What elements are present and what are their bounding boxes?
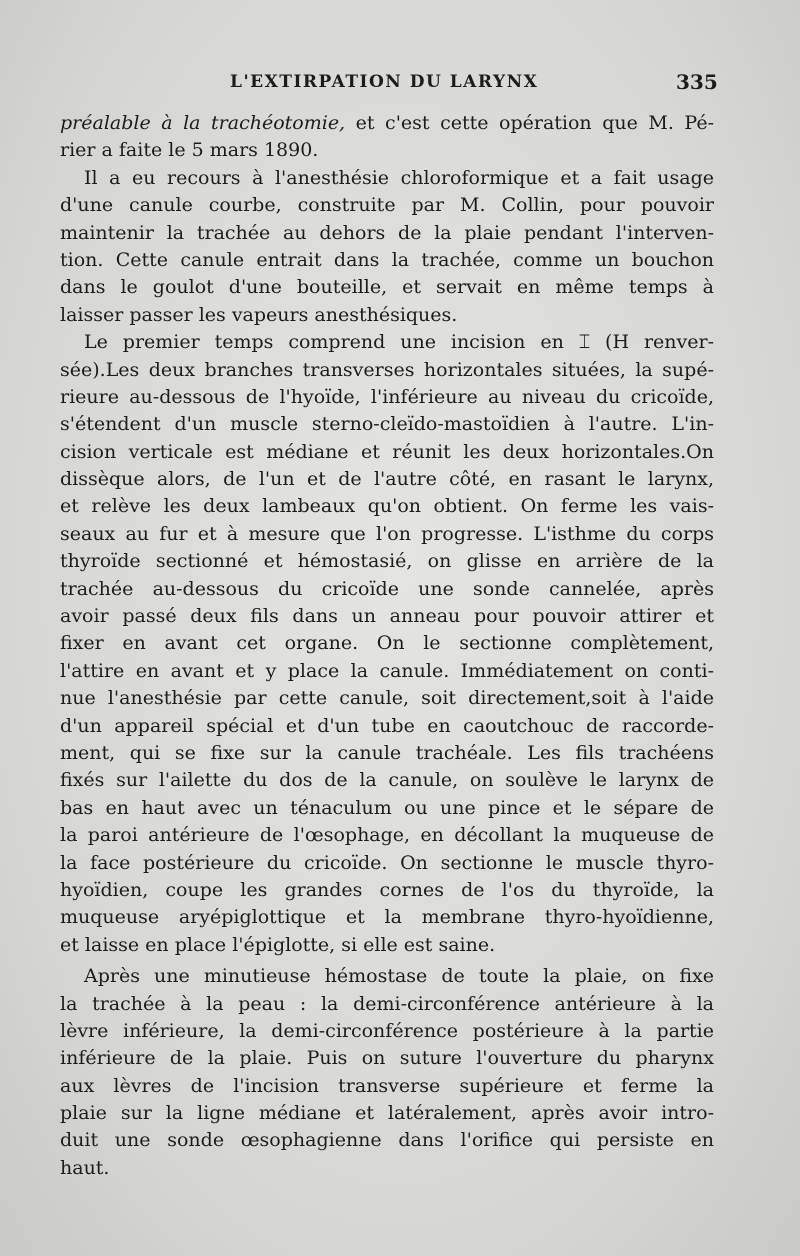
running-title: L'EXTIRPATION DU LARYNX [230, 72, 539, 92]
text-line: muqueuse aryépiglottique et la membrane thyro-hyoïdienne, [60, 906, 714, 929]
text-line: hyoïdien, coupe les grandes cornes de l'os du thyroïde, la [60, 878, 714, 901]
text-line: la face postérieure du cricoïde. On sectionne le muscle thyro- [60, 851, 714, 874]
text-line: la paroi antérieure de l'œsophage, en décollant la muqueuse de [60, 824, 714, 847]
text-line: et laisse en place l'épiglotte, si elle est saine. [60, 933, 496, 956]
text-line: tion. Cette canule entrait dans la trachée, comme un bouchon [60, 248, 714, 271]
text-line: fixés sur l'ailette du dos de la canule, on soulève le larynx de [60, 769, 714, 792]
text-line: fixer en avant cet organe. On le sectionne complètement, [60, 632, 714, 655]
text-line: bas en haut avec un ténaculum ou une pince et le sépare de [60, 796, 714, 819]
text-line: d'une canule courbe, construite par M. Collin, pour pouvoir [60, 194, 714, 217]
text-line: thyroïde sectionné et hémostasié, on glisse en arrière de la [60, 550, 714, 573]
italic-phrase: préalable à la trachéotomie, [60, 112, 356, 134]
text-line: l'attire en avant et y place la canule. Immédiatement on conti- [60, 659, 714, 682]
text-line: plaie sur la ligne médiane et latéralement, après avoir intro- [60, 1102, 714, 1125]
text-line: seaux au fur et à mesure que l'on progresse. L'isthme du corps [60, 522, 714, 545]
text-line: cision verticale est médiane et réunit les deux horizontales.On [60, 440, 714, 463]
text-line: Il a eu recours à l'anesthésie chloroformique et a fait usage [84, 166, 714, 189]
text-line: avoir passé deux fils dans un anneau pour pouvoir attirer et [60, 605, 714, 628]
text-line: et relève les deux lambeaux qu'on obtient. On ferme les vais- [60, 495, 714, 518]
text-line: s'étendent d'un muscle sterno-cleïdo-mastoïdien à l'autre. L'in- [60, 413, 714, 436]
text-line: d'un appareil spécial et d'un tube en caoutchouc de raccorde- [60, 714, 714, 737]
text-line: Après une minutieuse hémostase de toute la plaie, on fixe [84, 965, 714, 988]
text-line: rier a faite le 5 mars 1890. [60, 139, 319, 162]
text-line: trachée au-dessous du cricoïde une sonde cannelée, après [60, 577, 714, 600]
text-line: la trachée à la peau : la demi-circonférence antérieure à la [60, 992, 714, 1015]
text-line: dissèque alors, de l'un et de l'autre côté, en rasant le larynx, [60, 468, 714, 491]
text-line: haut. [60, 1156, 110, 1179]
text-line: dans le goulot d'une bouteille, et servait en même temps à [60, 276, 714, 299]
text-line: maintenir la trachée au dehors de la plaie pendant l'interven- [60, 221, 714, 244]
page-number: 335 [676, 70, 718, 94]
text-line: inférieure de la plaie. Puis on suture l'ouverture du pharynx [60, 1047, 714, 1070]
text-line: sée).Les deux branches transverses horizontales situées, la supé- [60, 358, 714, 381]
text-line: préalable à la trachéotomie, et c'est cette opération que M. Pé- [60, 112, 714, 134]
text-line: aux lèvres de l'incision transverse supérieure et ferme la [60, 1074, 714, 1097]
body-text [60, 110, 714, 1182]
text-line: nue l'anesthésie par cette canule, soit directement,soit à l'aide [60, 687, 714, 710]
text-line: lèvre inférieure, la demi-circonférence postérieure à la partie [60, 1019, 714, 1042]
text-line: laisser passer les vapeurs anesthésiques. [60, 303, 458, 326]
text-line: rieure au-dessous de l'hyoïde, l'inférieure au niveau du cricoïde, [60, 385, 714, 408]
text-line: ment, qui se fixe sur la canule trachéale. Les fils trachéens [60, 741, 714, 764]
running-header [0, 70, 800, 100]
text-line: Le premier temps comprend une incision en ⌶ (H renver- [84, 331, 714, 354]
text-line: duit une sonde œsophagienne dans l'orifice qui persiste en [60, 1129, 714, 1152]
